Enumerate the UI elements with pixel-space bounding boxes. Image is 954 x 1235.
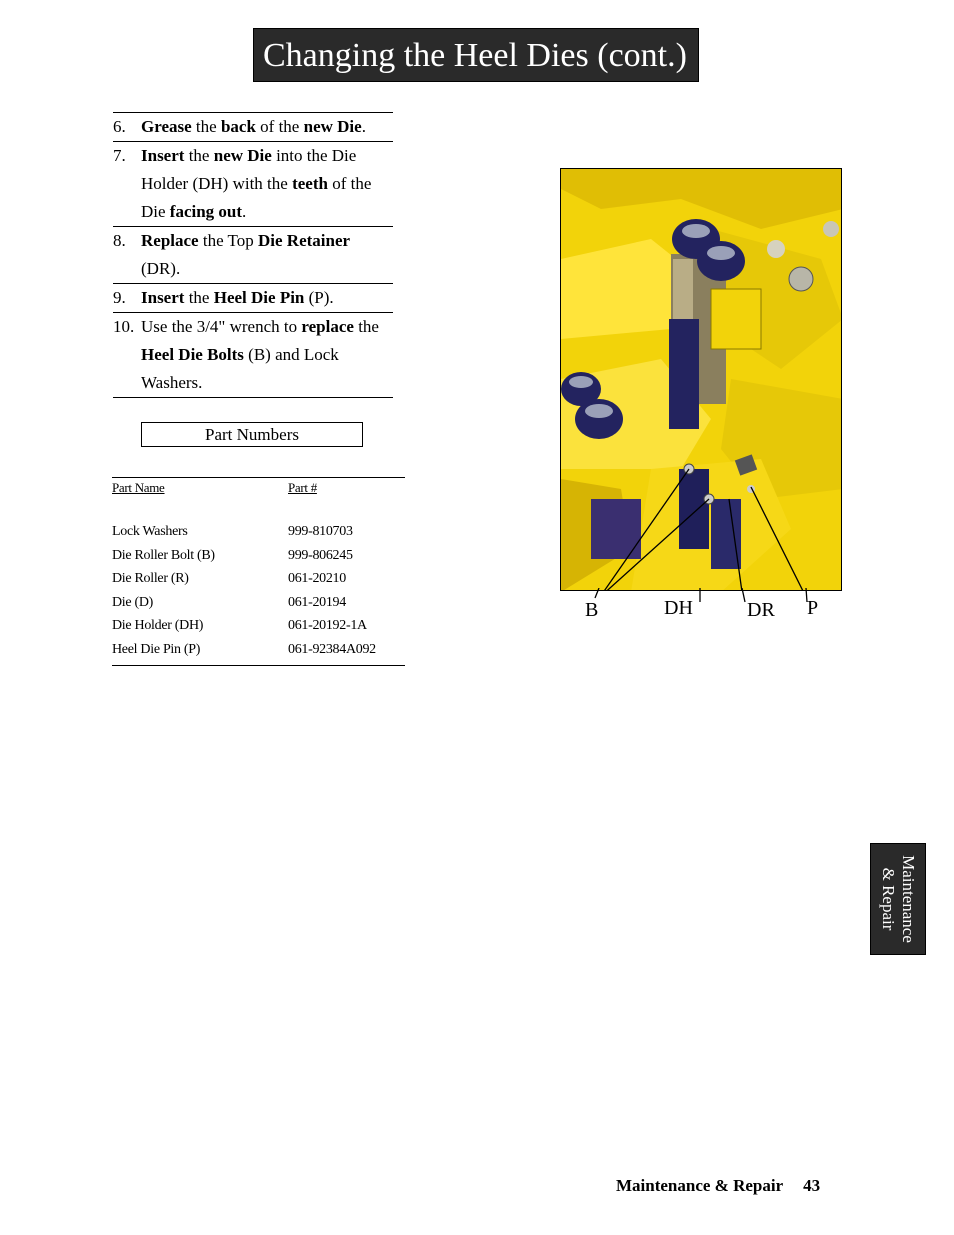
step-text-bold: Insert [141, 146, 185, 165]
step-text-run: (P). [304, 288, 334, 307]
step-number: 10. [113, 317, 135, 336]
part-name-cell: Die Roller (R) [112, 571, 189, 586]
part-number-cell: 061-92384A092 [288, 641, 376, 657]
step-text-run: into the Die Holder (DH) with the [141, 146, 357, 193]
side-tab-line2: & Repair [879, 867, 898, 931]
step-number: 8. [113, 231, 126, 250]
step-text-bold: teeth [292, 174, 328, 193]
step-text-run: of the Die [141, 174, 372, 221]
heel-die-photo [560, 168, 842, 591]
step-text-bold: Replace [141, 231, 199, 250]
step-text-run: the [353, 317, 379, 336]
step-item [113, 141, 393, 226]
step-number: 7. [113, 146, 126, 165]
step-text-bold: replace [301, 317, 354, 336]
page-footer [616, 1176, 820, 1196]
table-row [112, 548, 405, 572]
part-name-cell: Heel Die Pin (P) [112, 641, 201, 657]
part-number-cell: 061-20210 [288, 571, 346, 586]
part-name-cell: Die (D) [112, 594, 154, 610]
table-row [112, 571, 405, 595]
callout-leader-lines [561, 169, 842, 591]
step-text [141, 227, 393, 283]
step-text-bold: Heel Die Pin [213, 288, 305, 307]
step-text-run: of the [255, 117, 304, 136]
callout-dr: DR [747, 599, 775, 621]
col-part-number: Part # [288, 480, 317, 495]
step-text-run: (DR). [141, 259, 181, 278]
table-row [112, 595, 405, 619]
step-text-bold: back [220, 117, 256, 136]
parts-table [112, 477, 405, 666]
step-text-bold: Heel Die Bolts [141, 345, 244, 364]
page-title: Changing the Heel Dies (cont.) [253, 28, 699, 82]
part-name-cell: Lock Washers [112, 524, 188, 539]
step-text-run: . [361, 117, 366, 136]
callout-dh: DH [664, 597, 693, 619]
step-text-run: the Top [198, 231, 259, 250]
part-numbers-header: Part Numbers [141, 422, 363, 447]
callout-leader-tails [560, 588, 842, 608]
step-item [113, 283, 393, 312]
col-part-name: Part Name [112, 480, 165, 495]
step-item [113, 312, 393, 398]
section-side-tab [870, 843, 926, 955]
step-text [141, 113, 393, 141]
step-text [141, 313, 393, 397]
step-text-bold: new Die [303, 117, 362, 136]
step-text-bold: facing out [169, 202, 243, 221]
step-item [113, 226, 393, 283]
step-text-bold: Grease [141, 117, 192, 136]
parts-table-header-row [112, 478, 405, 524]
step-text-run: the [191, 117, 221, 136]
step-text [141, 142, 393, 226]
step-text-bold: new Die [213, 146, 272, 165]
part-number-cell: 061-20192-1A [288, 618, 367, 633]
step-text-run: . [242, 202, 247, 221]
callout-p: P [807, 597, 819, 619]
table-row [112, 618, 405, 642]
part-name-cell: Die Roller Bolt (B) [112, 547, 215, 563]
step-item [113, 112, 393, 141]
part-number-cell: 061-20194 [288, 594, 346, 610]
step-text-run: Use the 3/4" wrench to [141, 317, 302, 336]
part-name-cell: Die Holder (DH) [112, 618, 204, 633]
step-text-run: the [184, 288, 214, 307]
step-number: 9. [113, 288, 126, 307]
part-number-cell: 999-806245 [288, 547, 353, 563]
side-tab-line1: Maintenance [899, 855, 918, 943]
callout-b: B [585, 599, 599, 621]
table-row [112, 642, 405, 666]
step-number: 6. [113, 117, 126, 136]
step-text-bold: Die Retainer [258, 231, 351, 250]
page-number: 43 [803, 1176, 821, 1195]
footer-section: Maintenance & Repair [616, 1176, 784, 1195]
step-text-run: (B) and Lock Washers. [141, 345, 339, 392]
step-text [141, 284, 393, 312]
instruction-steps [113, 112, 393, 398]
step-text-bold: Insert [141, 288, 185, 307]
table-row [112, 524, 405, 548]
part-number-cell: 999-810703 [288, 524, 353, 539]
step-text-run: the [184, 146, 214, 165]
